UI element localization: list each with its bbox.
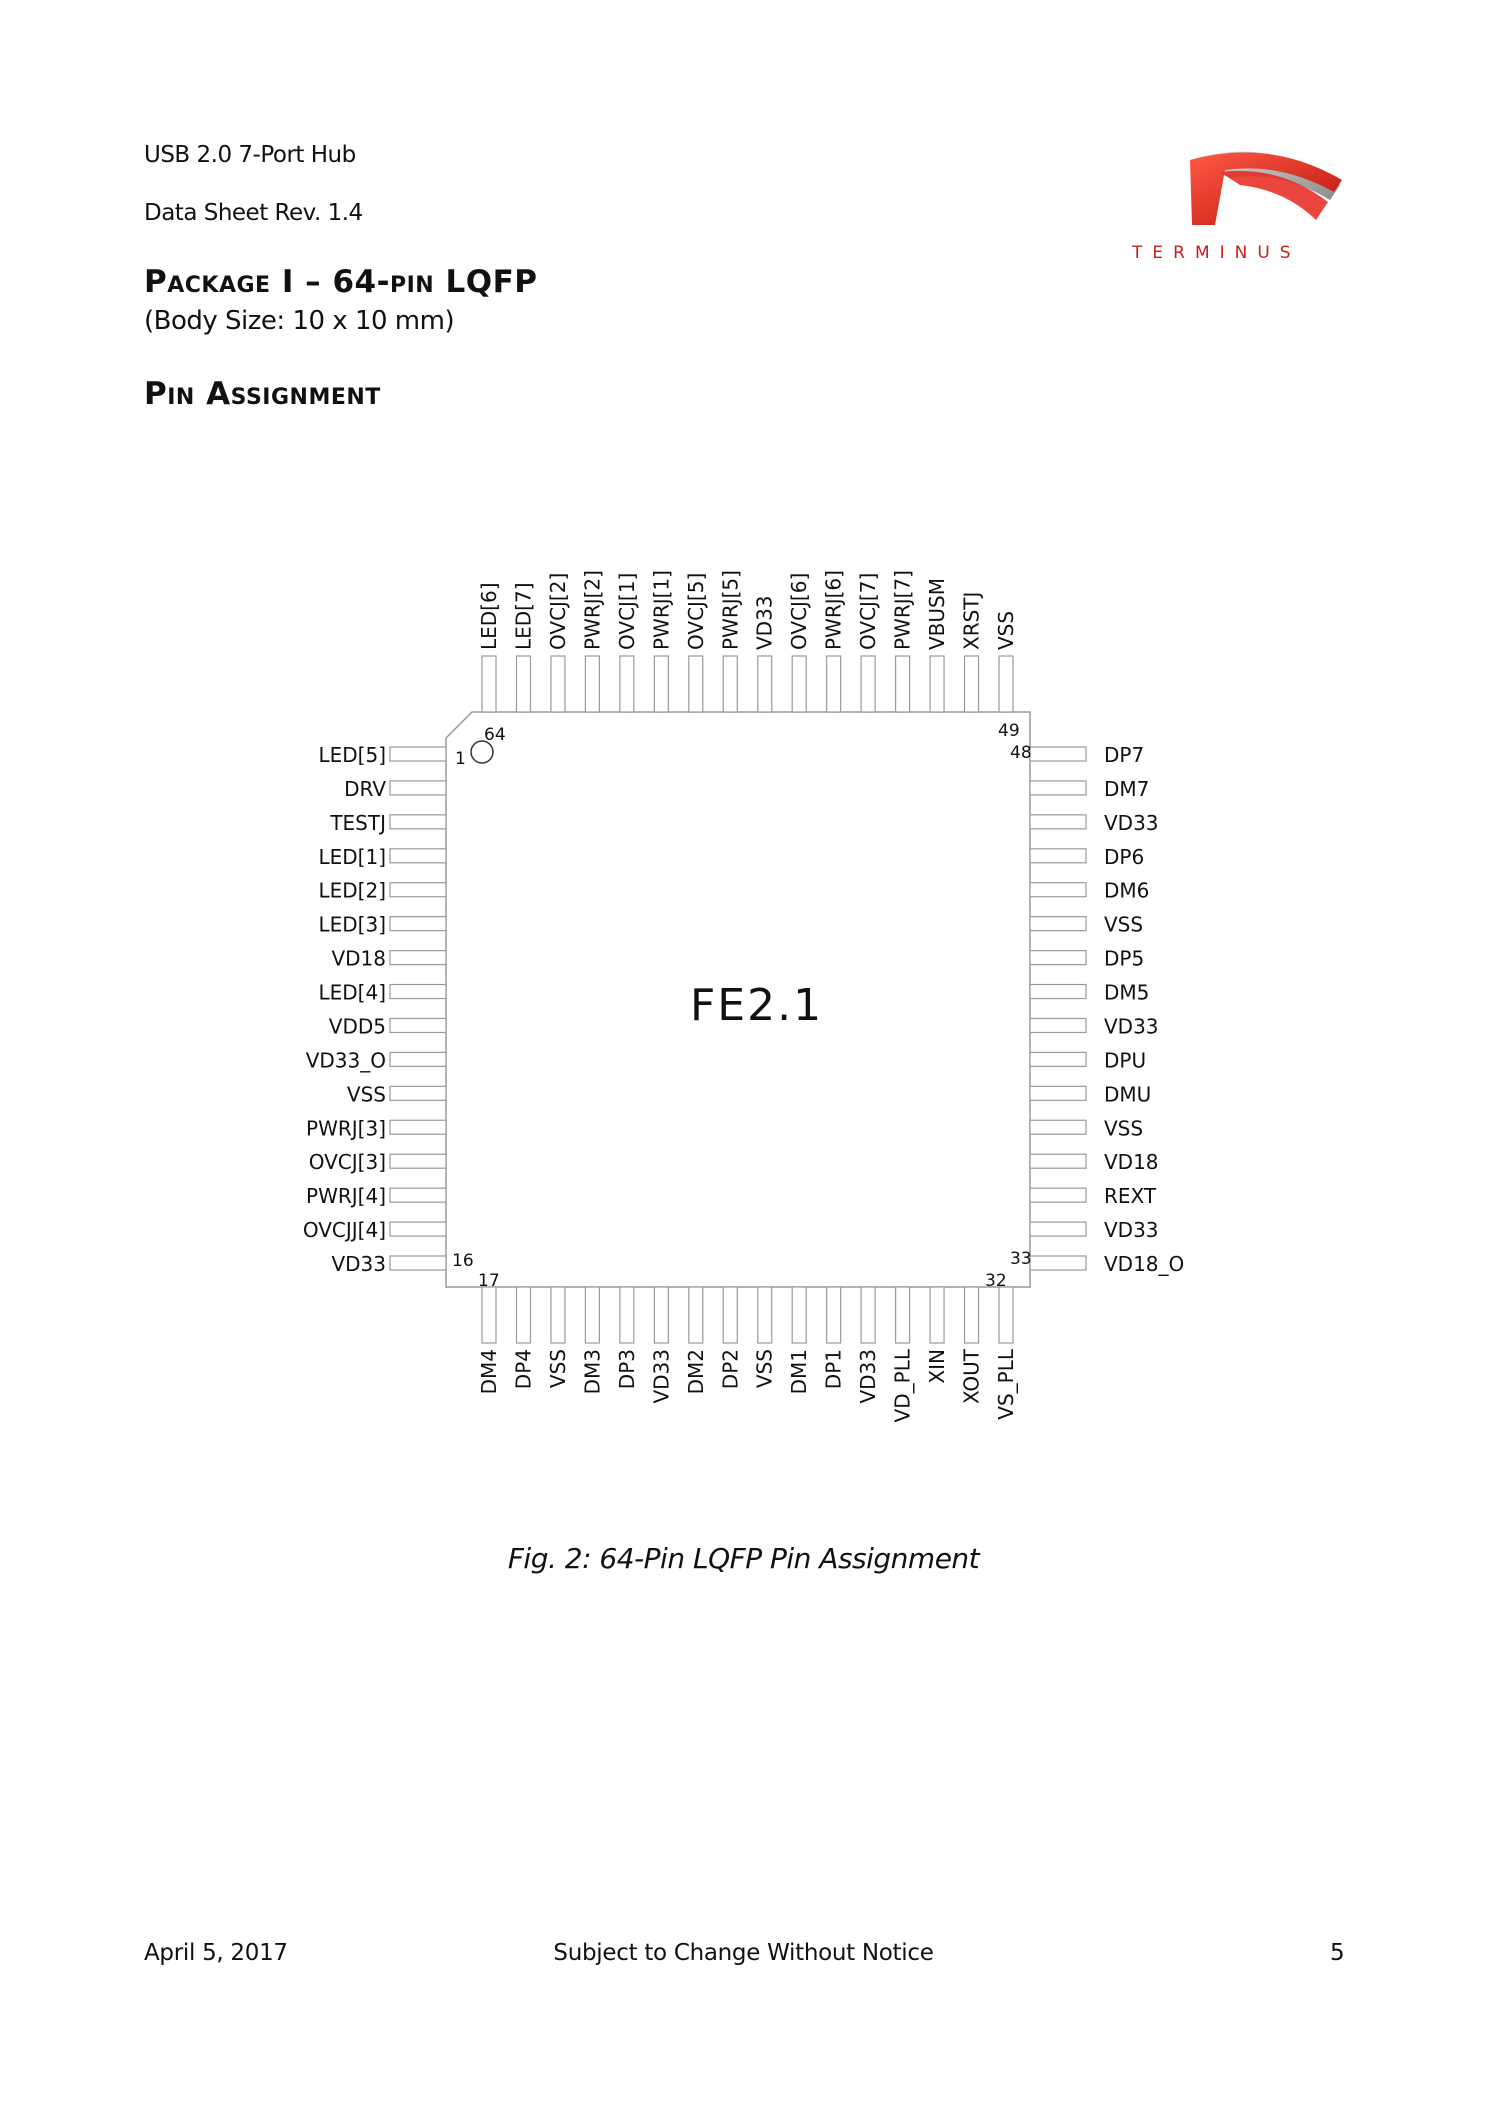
pin-pad-top xyxy=(551,656,565,712)
pin-pad-top xyxy=(792,656,806,712)
pin-label-left: LED[5] xyxy=(318,743,386,767)
pin-label-top: XRSTJ xyxy=(959,591,984,650)
pin-pad-bottom xyxy=(861,1287,875,1343)
pin-label-right: VD18_O xyxy=(1104,1252,1185,1276)
pin-label-right: VD33 xyxy=(1104,1218,1159,1243)
pin-label-left: OVCJ[3] xyxy=(308,1150,386,1175)
pin-label-left: LED[2] xyxy=(318,878,386,903)
pin-number: 32 xyxy=(985,1271,1007,1291)
pin-label-right: DM5 xyxy=(1104,980,1150,1005)
footer-date: April 5, 2017 xyxy=(144,1940,288,1966)
pin-number: 16 xyxy=(452,1251,474,1271)
pin-pad-left xyxy=(390,781,446,795)
pin-label-right: VD18 xyxy=(1104,1150,1159,1175)
pin-pad-bottom xyxy=(620,1287,634,1343)
package-title: Package I – 64-pin LQFP xyxy=(144,264,538,300)
pin-label-left: LED[4] xyxy=(318,980,386,1005)
pin-pad-top xyxy=(654,656,668,712)
pin-pad-bottom xyxy=(999,1287,1013,1343)
pin-pad-left xyxy=(390,1086,446,1100)
pin-label-right: DM6 xyxy=(1104,878,1150,903)
pin-number: 33 xyxy=(1010,1249,1032,1269)
pin-label-left: VDD5 xyxy=(328,1014,386,1039)
pin-label-top: PWRJ[2] xyxy=(580,570,605,650)
pin-label-right: DP7 xyxy=(1104,743,1145,767)
pin-label-bottom: VD33 xyxy=(856,1349,881,1404)
pin-label-bottom: VD33 xyxy=(649,1349,674,1404)
pin-label-bottom: VD_PLL xyxy=(890,1349,915,1423)
pin-pad-bottom xyxy=(482,1287,496,1343)
pin-label-right: DP5 xyxy=(1104,946,1145,971)
pin-label-right: REXT xyxy=(1104,1184,1157,1209)
pin-pad-right xyxy=(1030,1188,1086,1202)
pin-label-top: VD33 xyxy=(752,595,777,650)
pin-number: 48 xyxy=(1010,743,1032,763)
pin-label-bottom: DP2 xyxy=(718,1349,743,1390)
pin-label-bottom: VS_PLL xyxy=(994,1349,1018,1420)
pin-pad-bottom xyxy=(758,1287,772,1343)
pin-pad-right xyxy=(1030,1154,1086,1168)
pin-pad-right xyxy=(1030,917,1086,931)
page-number: 5 xyxy=(1330,1940,1345,1966)
pin-label-right: VD33 xyxy=(1104,810,1159,835)
pin-label-right: DPU xyxy=(1104,1048,1147,1073)
pin-pad-left xyxy=(390,1120,446,1134)
pin-pad-bottom xyxy=(896,1287,910,1343)
pin-label-right: DM7 xyxy=(1104,776,1150,801)
pin-label-top: LED[6] xyxy=(477,582,501,650)
pin-label-right: VSS xyxy=(1104,1116,1144,1141)
pin-label-bottom: VSS xyxy=(752,1349,777,1389)
pin-pad-right xyxy=(1030,781,1086,795)
pin-label-left: DRV xyxy=(344,776,386,801)
pin-pad-top xyxy=(689,656,703,712)
pin-label-right: DP6 xyxy=(1104,844,1145,869)
pin-label-left: VD18 xyxy=(331,946,386,971)
pin-pad-top xyxy=(723,656,737,712)
pin-pad-top xyxy=(585,656,599,712)
pin-pad-top xyxy=(516,656,530,712)
pin-label-bottom: DP1 xyxy=(821,1349,846,1390)
brand-name: TERMINUS xyxy=(1132,243,1301,263)
pin-pad-left xyxy=(390,1052,446,1066)
pin-pad-bottom xyxy=(792,1287,806,1343)
pin-label-top: OVCJ[1] xyxy=(614,572,639,650)
pin-label-top: OVCJ[7] xyxy=(856,572,881,650)
pin-number: 17 xyxy=(478,1271,500,1291)
pin-label-right: VSS xyxy=(1104,912,1144,937)
pin-label-left: LED[1] xyxy=(318,844,386,869)
pin-pad-right xyxy=(1030,815,1086,829)
pin-label-left: VD33 xyxy=(331,1252,386,1276)
pin-label-left: PWRJ[3] xyxy=(306,1116,386,1141)
pin-pad-top xyxy=(930,656,944,712)
pin-pad-bottom xyxy=(654,1287,668,1343)
pin-label-bottom: DP4 xyxy=(511,1349,536,1390)
pin-pad-bottom xyxy=(930,1287,944,1343)
pin-pad-right xyxy=(1030,1222,1086,1236)
pin-label-bottom: DP3 xyxy=(614,1349,639,1390)
pin-label-right: DMU xyxy=(1104,1082,1152,1107)
pin-label-top: PWRJ[1] xyxy=(649,570,674,650)
pin-pad-top xyxy=(965,656,979,712)
pin-label-left: VD33_O xyxy=(305,1048,386,1073)
pin-label-top: VSS xyxy=(994,610,1018,650)
pin-pad-bottom xyxy=(827,1287,841,1343)
pin-pad-right xyxy=(1030,1256,1086,1270)
pin-label-bottom: DM1 xyxy=(787,1349,812,1395)
pin-label-top: LED[7] xyxy=(511,582,536,650)
figure-caption: Fig. 2: 64-Pin LQFP Pin Assignment xyxy=(507,1542,980,1575)
pin-pad-right xyxy=(1030,1120,1086,1134)
pin-label-left: TESTJ xyxy=(330,810,386,835)
pin-pad-right xyxy=(1030,1086,1086,1100)
pin-pad-top xyxy=(620,656,634,712)
pin-pad-top xyxy=(827,656,841,712)
pin-number: 49 xyxy=(998,721,1020,741)
pin-label-bottom: DM2 xyxy=(683,1349,708,1395)
pin-pad-left xyxy=(390,1188,446,1202)
pin-pad-left xyxy=(390,917,446,931)
pin-label-left: VSS xyxy=(346,1082,386,1107)
pin-pad-top xyxy=(482,656,496,712)
pin-pad-right xyxy=(1030,985,1086,999)
pin-label-bottom: DM3 xyxy=(580,1349,605,1395)
pin-pad-top xyxy=(758,656,772,712)
pin-pad-left xyxy=(390,883,446,897)
pin-pad-top xyxy=(896,656,910,712)
pin-label-top: VBUSM xyxy=(925,578,950,650)
pin-number: 64 xyxy=(484,725,506,745)
pin-pad-left xyxy=(390,1154,446,1168)
pin-label-bottom: XIN xyxy=(925,1349,950,1384)
pin-label-top: PWRJ[6] xyxy=(821,570,846,650)
pin-pad-bottom xyxy=(516,1287,530,1343)
pin-pad-left xyxy=(390,747,446,761)
pin-pad-right xyxy=(1030,1052,1086,1066)
revision-label: Data Sheet Rev. 1.4 xyxy=(144,200,363,226)
pin-label-top: OVCJ[6] xyxy=(787,572,812,650)
pin-pad-right xyxy=(1030,747,1086,761)
pin-label-bottom: XOUT xyxy=(959,1349,984,1405)
pin-pad-top xyxy=(999,656,1013,712)
pin-label-top: OVCJ[2] xyxy=(545,572,570,650)
pin-pad-left xyxy=(390,1222,446,1236)
pin-pad-left xyxy=(390,985,446,999)
pin-label-left: LED[3] xyxy=(318,912,386,937)
pin-pad-left xyxy=(390,815,446,829)
pin-pad-right xyxy=(1030,849,1086,863)
pin-pad-bottom xyxy=(551,1287,565,1343)
pin-pad-bottom xyxy=(723,1287,737,1343)
pin-pad-left xyxy=(390,1256,446,1270)
chip-name: FE2.1 xyxy=(690,980,824,1031)
body-size: (Body Size: 10 x 10 mm) xyxy=(144,306,455,336)
pin-label-top: OVCJ[5] xyxy=(683,572,708,650)
pin-label-bottom: VSS xyxy=(545,1349,570,1389)
pin-label-left: PWRJ[4] xyxy=(306,1184,386,1209)
pin-label-top: PWRJ[5] xyxy=(718,570,743,650)
pin-number: 1 xyxy=(455,749,466,769)
pin-pad-right xyxy=(1030,1018,1086,1032)
pin-pad-left xyxy=(390,951,446,965)
pin-pad-left xyxy=(390,849,446,863)
pin-pad-bottom xyxy=(585,1287,599,1343)
pin-label-bottom: DM4 xyxy=(477,1349,501,1395)
pin-label-top: PWRJ[7] xyxy=(890,570,915,650)
footer-notice: Subject to Change Without Notice xyxy=(553,1940,934,1966)
pin-pad-bottom xyxy=(965,1287,979,1343)
pin-label-left: OVCJJ[4] xyxy=(302,1218,386,1243)
pin-label-right: VD33 xyxy=(1104,1014,1159,1039)
product-title: USB 2.0 7-Port Hub xyxy=(144,142,356,168)
pin-pad-right xyxy=(1030,883,1086,897)
pin-assignment-heading: Pin Assignment xyxy=(144,376,381,412)
pin-pad-right xyxy=(1030,951,1086,965)
pin-pad-left xyxy=(390,1018,446,1032)
pin-pad-bottom xyxy=(689,1287,703,1343)
pin-pad-top xyxy=(861,656,875,712)
